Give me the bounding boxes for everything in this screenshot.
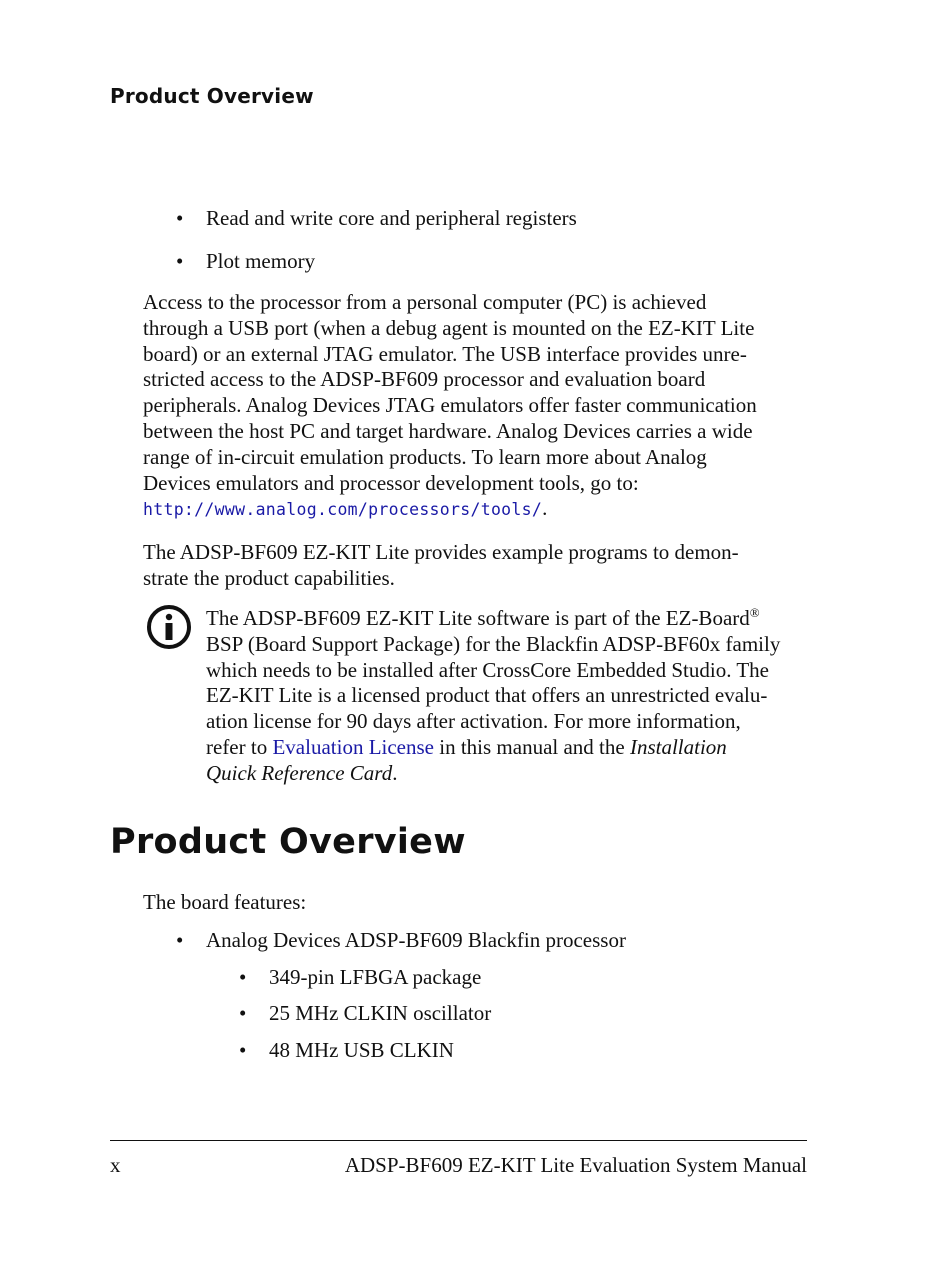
list-item	[239, 1000, 492, 1026]
evaluation-license-link[interactable]: Evaluation License	[272, 734, 434, 759]
bullet-glyph: •	[176, 928, 184, 952]
text-line: through a USB port (when a debug agent is mounted on the EZ-KIT Lite	[143, 315, 755, 340]
text-line	[206, 761, 816, 787]
text-line	[206, 735, 816, 761]
list-item-text: 48 MHz USB CLKIN	[269, 1038, 454, 1062]
list-item	[176, 927, 626, 953]
text-line: EZ-KIT Lite is a licensed product that offers an unrestricted evalu-	[206, 683, 768, 708]
list-item	[239, 1037, 454, 1063]
paragraph-access	[143, 290, 813, 523]
list-item	[176, 248, 316, 274]
text-line: between the host PC and target hardware. Analog Devices carries a wide	[143, 418, 753, 443]
registered-mark: ®	[749, 605, 760, 620]
bullet-glyph: •	[176, 249, 184, 273]
page-number: x	[110, 1153, 121, 1177]
bullet-glyph: •	[176, 206, 184, 230]
list-item-text: Plot memory	[206, 249, 316, 273]
paragraph-examples	[143, 540, 813, 592]
bullet-glyph: •	[239, 1038, 247, 1062]
text-line: The ADSP-BF609 EZ-KIT Lite provides example programs to demon-	[143, 540, 739, 564]
note-line: .	[392, 760, 398, 785]
text-line	[206, 606, 816, 632]
url-line	[143, 496, 813, 523]
text-line: which needs to be installed after CrossCore Embedded Studio. The	[206, 657, 769, 682]
features-intro: The board features:	[143, 890, 307, 914]
url-suffix: .	[542, 496, 548, 521]
list-item-text: Analog Devices ADSP-BF609 Blackfin processor	[206, 928, 626, 952]
text-line: BSP (Board Support Package) for the Blackfin ADSP-BF60x family	[206, 631, 781, 656]
bullet-glyph: •	[239, 1001, 247, 1025]
section-title: Product Overview	[110, 822, 466, 862]
list-item	[176, 205, 577, 231]
list-item-text: 349-pin LFBGA package	[269, 965, 482, 989]
info-icon	[146, 604, 192, 650]
text-line: ation license for 90 days after activation. For more information,	[206, 709, 741, 734]
note-line: refer to	[206, 734, 273, 759]
text-line: strate the product capabilities.	[143, 565, 395, 590]
installation-italic: Installation	[629, 734, 727, 759]
list-item	[239, 964, 482, 990]
note-text	[206, 606, 816, 787]
list-item-text: 25 MHz CLKIN oscillator	[269, 1001, 492, 1025]
running-head: Product Overview	[110, 84, 314, 108]
tools-url-link[interactable]: http://www.analog.com/processors/tools/	[143, 500, 543, 520]
note-line: in this manual and the	[434, 734, 630, 759]
bullet-glyph: •	[239, 965, 247, 989]
text-line: Devices emulators and processor development tools, go to:	[143, 470, 639, 495]
text-line: range of in-circuit emulation products. To learn more about Analog	[143, 444, 707, 469]
quick-reference-card-italic: Quick Reference Card	[206, 760, 393, 785]
text-line: board) or an external JTAG emulator. The USB interface provides unre-	[143, 341, 747, 366]
footer-rule	[110, 1140, 807, 1141]
text-line: peripherals. Analog Devices JTAG emulators offer faster communication	[143, 393, 757, 418]
note-line: The ADSP-BF609 EZ-KIT Lite software is part of the EZ-Board	[206, 606, 750, 630]
list-item-text: Read and write core and peripheral registers	[206, 206, 577, 230]
manual-title: ADSP-BF609 EZ-KIT Lite Evaluation System Manual	[344, 1153, 807, 1177]
text-line: stricted access to the ADSP-BF609 processor and evaluation board	[143, 367, 706, 392]
text-line: Access to the processor from a personal computer (PC) is achieved	[143, 290, 707, 314]
